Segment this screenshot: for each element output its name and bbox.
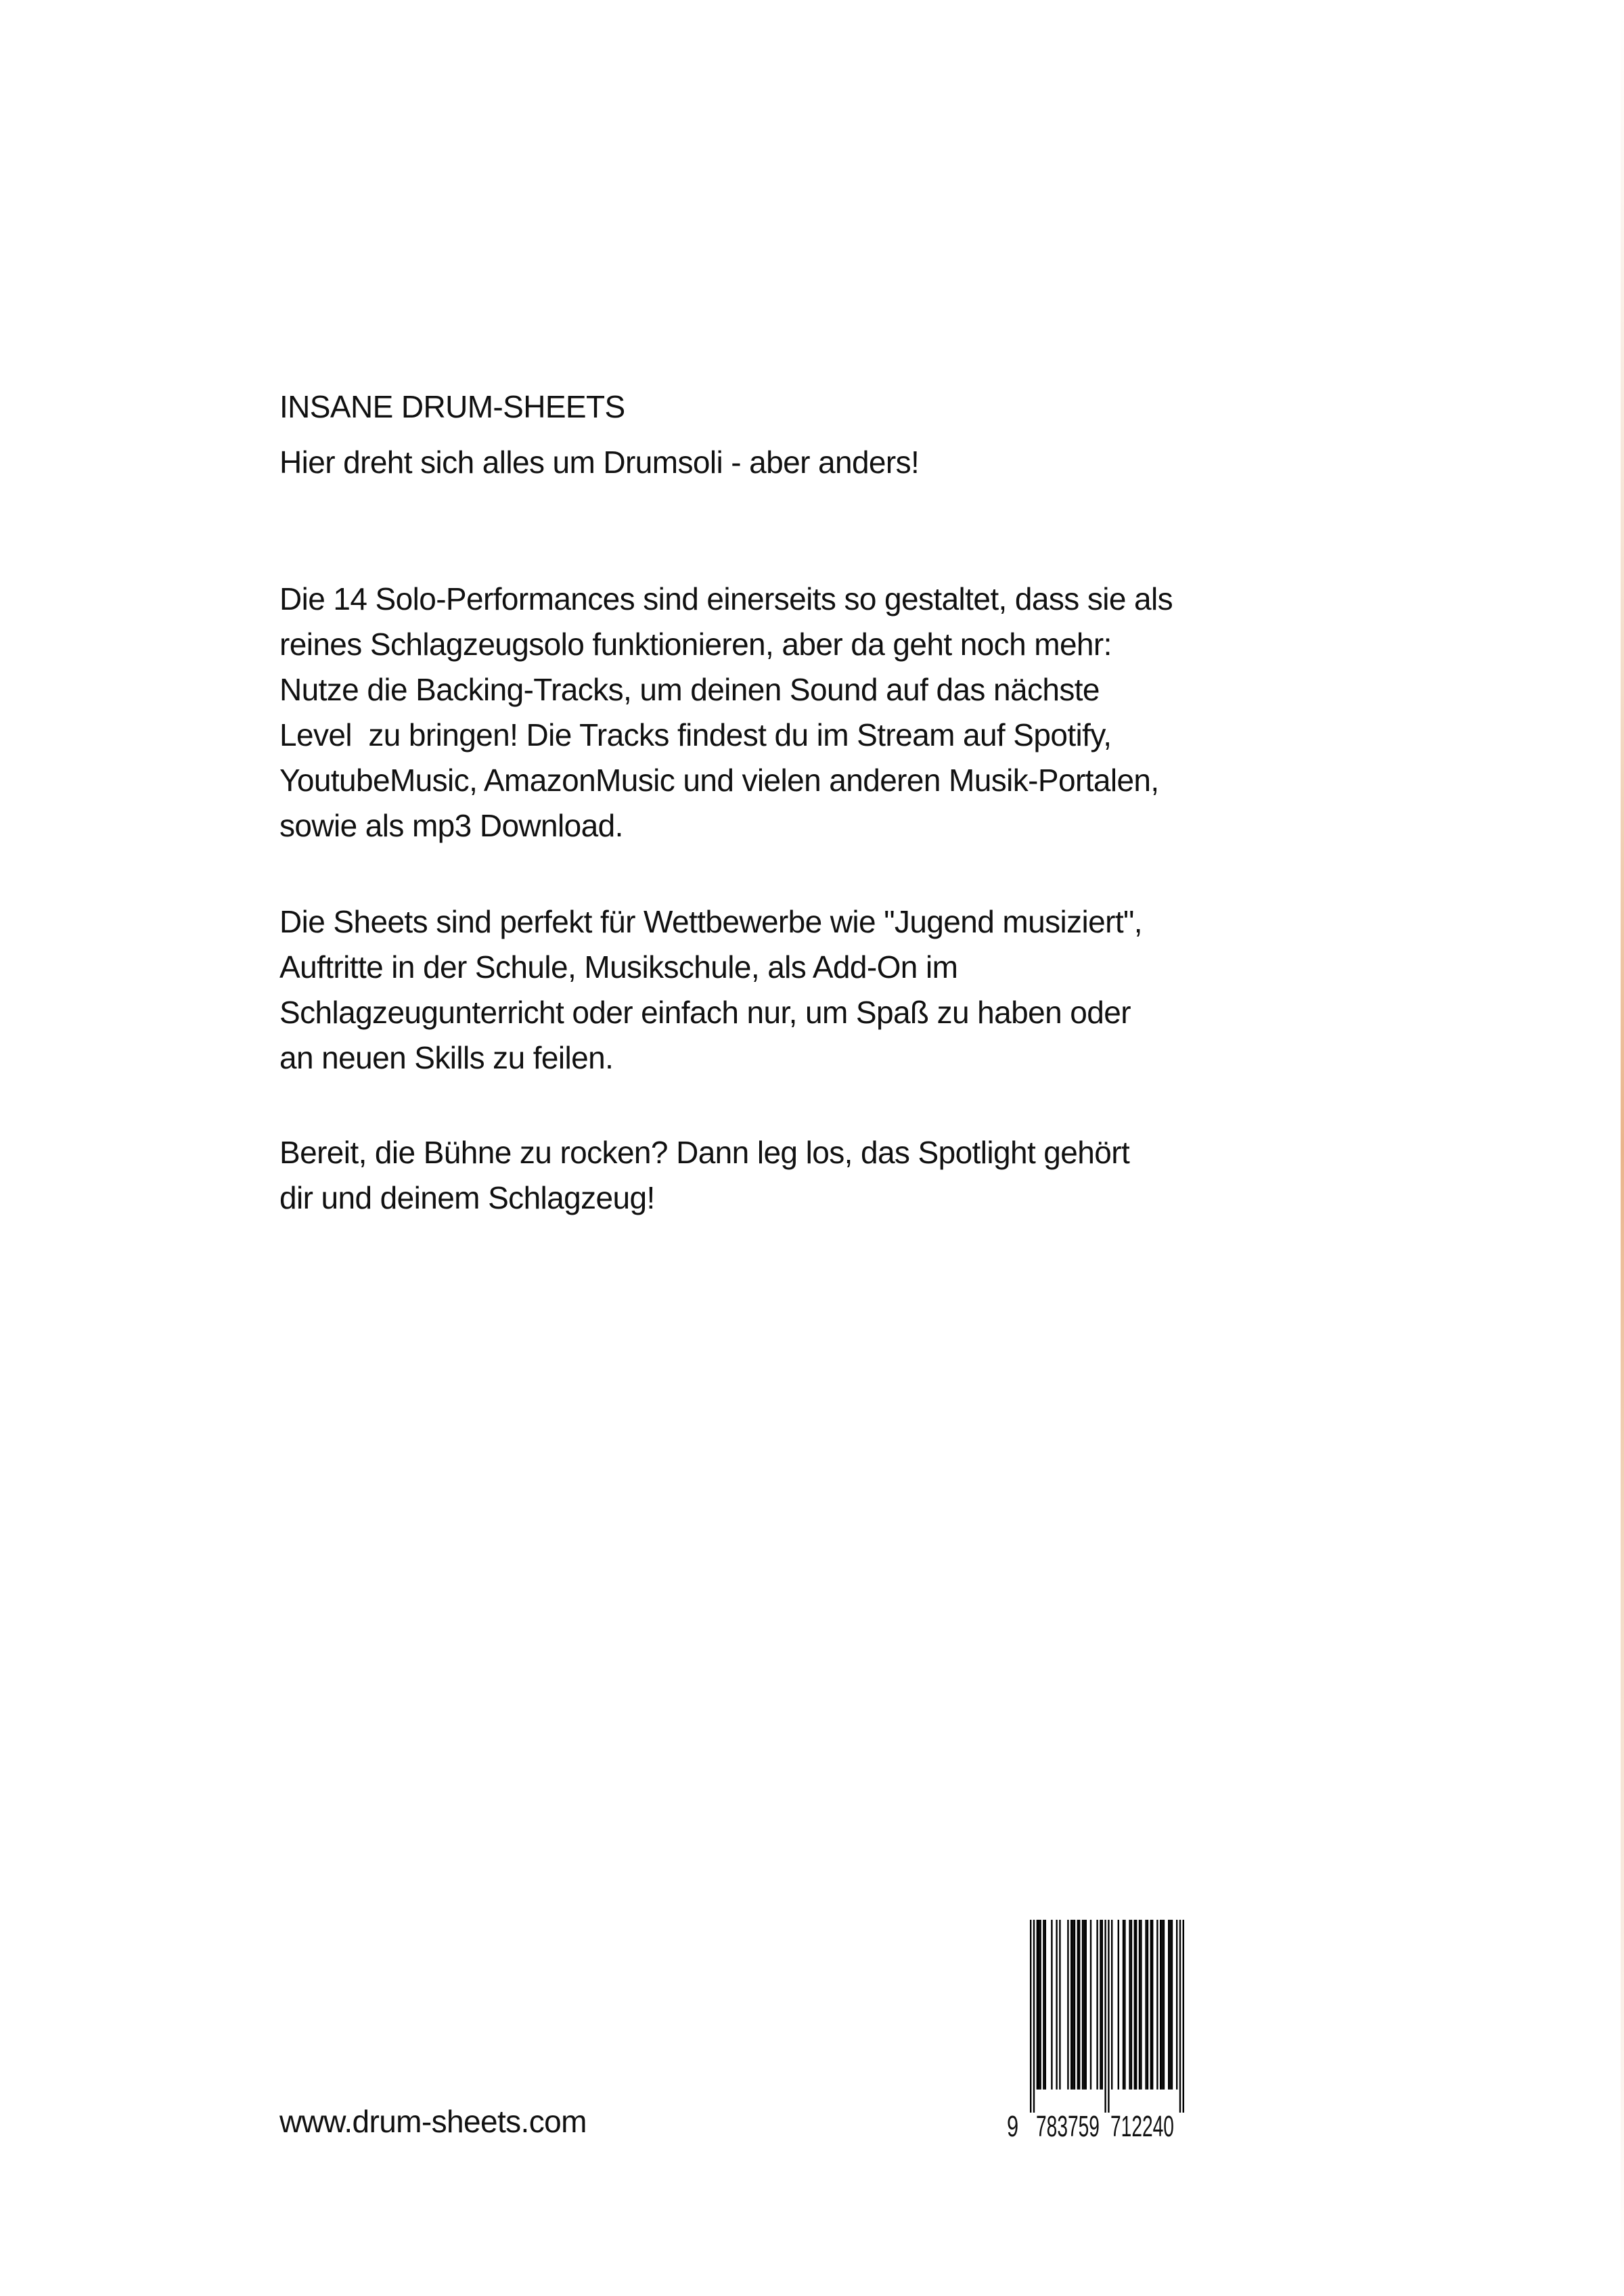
barcode-bar [1051,1920,1052,2090]
barcode-bar [1096,1920,1098,2090]
barcode-bar [1156,1920,1158,2090]
barcode-bar [1111,1920,1112,2090]
barcode-bar [1123,1920,1124,2090]
barcode-bar [1139,1920,1140,2090]
barcode-bar [1183,1920,1184,2113]
barcode-bar [1033,1920,1035,2113]
barcode-bar [1171,1920,1173,2090]
barcode-bar [1145,1920,1146,2090]
barcode-bar [1038,1920,1039,2090]
barcode-bar [1056,1920,1057,2090]
barcode-bar [1135,1920,1137,2090]
barcode-bar [1160,1920,1161,2090]
barcode-bar [1108,1920,1109,2113]
barcode-bar [1134,1920,1135,2090]
description-paragraph: Die 14 Solo-Performances sind einerseits so gestaltet, dass sie als reines Schlagzeugsolo funktionieren, aber da geht noch mehr: Nutze die Backing-Tracks, um deinen Sound auf das nächste Level zu bringen! Die Tracks findest du im Stream auf Spotify, YoutubeMusic, AmazonMusic und vielen anderen Musik-Portalen, sowie als mp3 Download. [279,581,1173,843]
barcode-bar [1045,1920,1046,2090]
barcode-bars [1030,1920,1184,2113]
barcode-bar [1169,1920,1171,2090]
barcode-bar [1163,1920,1165,2090]
barcode-bar [1147,1920,1148,2090]
website-url: www.drum-sheets.com [279,2104,587,2139]
barcode-bar [1150,1920,1152,2090]
barcode-bar [1161,1920,1163,2090]
barcode-right-digits: 712240 [1110,2110,1174,2143]
barcode-bar [1030,1920,1031,2113]
barcode-bar [1168,1920,1169,2090]
barcode-bar [1118,1920,1119,2090]
barcode-bar [1124,1920,1125,2090]
isbn-barcode [1001,1915,1198,2145]
barcode-bar [1140,1920,1142,2090]
barcode-bar [1152,1920,1153,2090]
barcode-bar [1072,1920,1073,2090]
barcode-bar [1043,1920,1044,2090]
barcode-bar [1102,1920,1103,2090]
intro-paragraph: Hier dreht sich alles um Drumsoli - aber anders! [279,445,920,480]
page-edge-accent [1621,0,1624,2296]
barcode-bar [1059,1920,1060,2090]
barcode-bar [1104,1920,1106,2113]
barcode-bar [1037,1920,1038,2090]
barcode-bar [1077,1920,1079,2090]
usage-paragraph: Die Sheets sind perfekt für Wettbewerbe wie "Jugend musiziert", Auftritte in der Schule, Musikschule, als Add-On im Schlagzeugunterricht oder einfach nur, um Spaß zu haben oder an neuen Skills zu feilen. [279,904,1142,1075]
barcode-left-digits: 783759 [1036,2110,1100,2143]
book-title: INSANE DRUM-SHEETS [279,389,625,424]
barcode-bar [1176,1920,1177,2090]
barcode-bar [1085,1920,1087,2090]
barcode-first-digit: 9 [1007,2110,1019,2143]
barcode-bar [1083,1920,1085,2090]
barcode-bar [1070,1920,1072,2090]
barcode-bar [1131,1920,1132,2090]
barcode-bar [1082,1920,1083,2090]
closing-paragraph: Bereit, die Bühne zu rocken? Dann leg los, das Spotlight gehört dir und deinem Schlagzeug! [279,1135,1130,1215]
barcode-bar [1074,1920,1075,2090]
barcode-bar [1090,1920,1091,2090]
barcode-bar [1129,1920,1130,2090]
barcode-bar [1039,1920,1041,2090]
barcode-bar [1079,1920,1080,2090]
barcode-bar [1100,1920,1101,2090]
barcode-bar [1067,1920,1068,2090]
barcode-bar [1179,1920,1181,2113]
